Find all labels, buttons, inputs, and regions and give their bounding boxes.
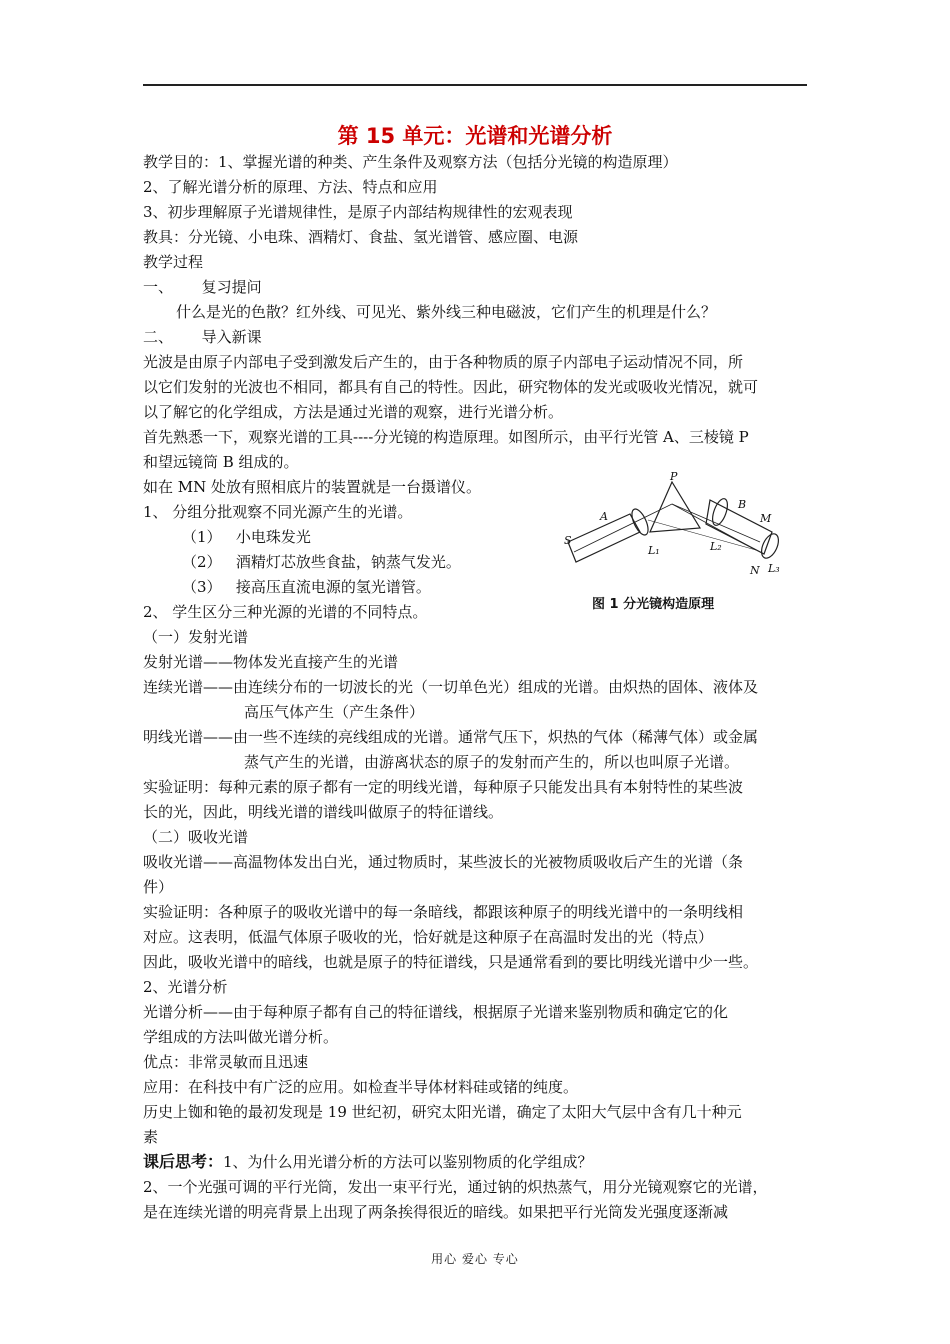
figure-caption: 图 1 分光镜构造原理: [592, 597, 715, 612]
subsection-heading: （一）发射光谱: [143, 628, 249, 646]
text-line: 历史上铷和铯的最初发现是 19 世纪初，研究太阳光谱，确定了太阳大气层中含有几十种元: [143, 1103, 742, 1121]
text-line: 光波是由原子内部电子受到激发后产生的，由于各种物质的原子内部电子运动情况不同，所: [143, 353, 744, 371]
text-line: 蒸气产生的光谱，由游离状态的原子的发射而产生的，所以也叫原子光谱。: [244, 753, 740, 771]
label-p: P: [670, 470, 678, 483]
text-line: 高压气体产生（产生条件）: [244, 703, 425, 721]
list-item: （1） 小电珠发光: [182, 528, 311, 546]
text-line: 什么是光的色散？红外线、可见光、紫外线三种电磁波，它们产生的机理是什么？: [176, 303, 717, 321]
list-item: （2） 酒精灯芯放些食盐，钠蒸气发光。: [182, 553, 461, 571]
text-line: 实验证明：各种原子的吸收光谱中的每一条暗线，都跟该种原子的明线光谱中的一条明线相: [143, 903, 744, 921]
text-line: 对应。这表明，低温气体原子吸收的光，恰好就是这种原子在高温时发出的光（特点）: [143, 928, 714, 946]
text-line: 3、初步理解原子光谱规律性，是原子内部结构规律性的宏观表现: [143, 203, 573, 221]
text-line: 光谱分析——由于每种原子都有自己的特征谱线，根据原子光谱来鉴别物质和确定它的化: [143, 1003, 729, 1021]
label-a: A: [600, 510, 608, 523]
text-line: 实验证明：每种元素的原子都有一定的明线光谱，每种原子只能发出具有本射特性的某些波: [143, 778, 744, 796]
text-line: 教学目的：1、掌握光谱的种类、产生条件及观察方法（包括分光镜的构造原理）: [143, 153, 678, 171]
text-line: 教具：分光镜、小电珠、酒精灯、食盐、氢光谱管、感应圈、电源: [143, 228, 579, 246]
list-item: （3） 接高压直流电源的氢光谱管。: [182, 578, 431, 596]
eyepiece-l3: [758, 531, 782, 560]
text-line: 2、 学生区分三种光源的光谱的不同特点。: [143, 603, 428, 621]
homework-label: 课后思考：: [143, 1152, 224, 1171]
text-line: 连续光谱——由连续分布的一切波长的光（一切单色光）组成的光谱。由炽热的固体、液体及: [143, 678, 759, 696]
text-line: [143, 1152, 593, 1172]
spectroscope-figure: [560, 470, 785, 640]
section-heading: 一、 复习提问: [143, 278, 262, 296]
label-l2: L₂: [710, 540, 722, 553]
text-line: 长的光，因此，明线光谱的谱线叫做原子的特征谱线。: [143, 803, 504, 821]
label-b: B: [738, 498, 747, 511]
text-line: 应用：在科技中有广泛的应用。如检查半导体材料硅或锗的纯度。: [143, 1078, 579, 1096]
text-line: 首先熟悉一下，观察光谱的工具----分光镜的构造原理。如图所示，由平行光管 A、三棱镜 P: [143, 428, 749, 446]
text-line: 教学过程: [143, 253, 204, 271]
text-line: 发射光谱——物体发光直接产生的光谱: [143, 653, 399, 671]
subsection-heading: （二）吸收光谱: [143, 828, 249, 846]
text-line: 明线光谱——由一些不连续的亮线组成的光谱。通常气压下，炽热的气体（稀薄气体）或金属: [143, 728, 759, 746]
text-line: 学组成的方法叫做光谱分析。: [143, 1028, 339, 1046]
text-line: 件）: [143, 878, 174, 896]
header-rule: [143, 84, 807, 86]
text-line: 1、 分组分批观察不同光源产生的光谱。: [143, 503, 413, 521]
text-line: 如在 MN 处放有照相底片的装置就是一台摄谱仪。: [143, 478, 482, 496]
text-line: 因此，吸收光谱中的暗线，也就是原子的特征谱线，只是通常看到的要比明线光谱中少一些。: [143, 953, 759, 971]
label-s: S: [564, 534, 572, 547]
label-l3: L₃: [768, 562, 780, 575]
text-line: 和望远镜筒 B 组成的。: [143, 453, 299, 471]
label-n: N: [750, 564, 760, 577]
text-line: 2、光谱分析: [143, 978, 228, 996]
page-footer: 用心 爱心 专心: [431, 1252, 519, 1266]
text-line: 以它们发射的光波也不相同，都具有自己的特性。因此，研究物体的发光或吸收光情况，就可: [143, 378, 759, 396]
section-heading: 二、 导入新课: [143, 328, 262, 346]
text-line: 是在连续光谱的明亮背景上出现了两条挨得很近的暗线。如果把平行光筒发光强度逐渐减: [143, 1203, 729, 1221]
label-m: M: [760, 512, 772, 525]
text-line: 2、了解光谱分析的原理、方法、特点和应用: [143, 178, 438, 196]
text-line: 以了解它的化学组成，方法是通过光谱的观察，进行光谱分析。: [143, 403, 564, 421]
text-line: 优点：非常灵敏而且迅速: [143, 1053, 309, 1071]
page-title: 第 15 单元：光谱和光谱分析: [337, 124, 613, 148]
text-line: 素: [143, 1128, 159, 1146]
prism: [650, 482, 700, 532]
text-line: 2、一个光强可调的平行光筒，发出一束平行光，通过钠的炽热蒸气，用分光镜观察它的光谱，: [143, 1178, 768, 1196]
label-l1: L₁: [648, 544, 660, 557]
homework-question: 1、为什么用光谱分析的方法可以鉴别物质的化学组成？: [223, 1153, 593, 1171]
lens-l1: [629, 507, 652, 537]
text-line: 吸收光谱——高温物体发出白光，通过物质时，某些波长的光被物质吸收后产生的光谱（条: [143, 853, 744, 871]
